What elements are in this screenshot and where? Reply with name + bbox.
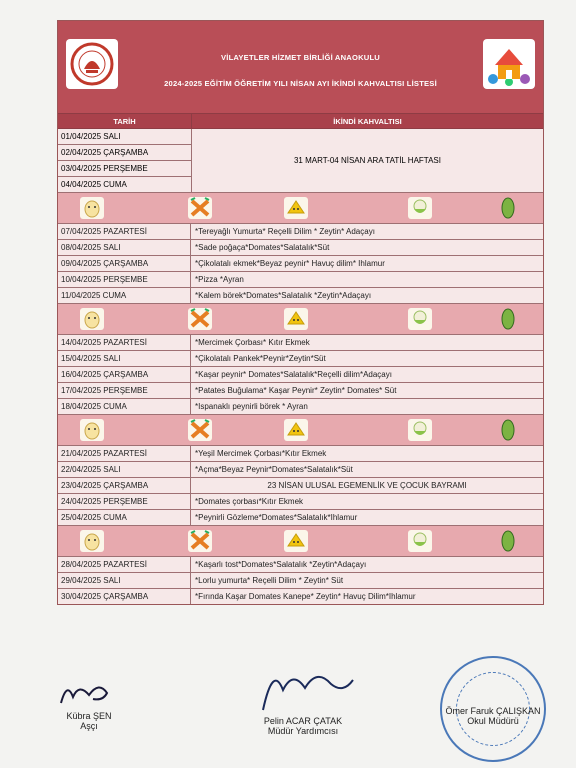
row-menu: *Ispanaklı peynirli börek * Ayran [195,402,308,411]
row-date: 14/04/2025 PAZARTESİ [58,335,191,350]
cheese-character-icon [284,530,308,552]
row-menu: *Kaşarlı tost*Domates*Salatalık *Zeytin*Adaçayı [195,560,367,569]
cucumber-icon [501,419,515,441]
table-row [58,589,543,604]
table-row [58,462,543,478]
row-menu: *Domates çorbası*Kıtır Ekmek [195,497,304,506]
table-row [58,335,543,351]
cheese-character-icon [284,308,308,330]
table-row [58,510,543,526]
table-row [58,573,543,589]
egg-character-icon [80,308,104,330]
signature-role: Müdür Yardımcısı [267,726,339,736]
food-icons-band [58,304,543,335]
table-row [58,557,543,573]
row-date: 29/04/2025 SALI [58,573,191,588]
cook-signature [44,675,134,731]
school-logo-icon [483,39,535,89]
table-row [58,351,543,367]
signature-role: Aşçı [80,721,98,731]
row-menu: *Yeşil Mercimek Çorbası*Kıtır Ekmek [195,449,327,458]
row-date: 07/04/2025 PAZARTESİ [58,224,191,239]
signature-name: Kübra ŞEN [66,711,112,721]
food-icons-band [58,526,543,557]
cheese-character-icon [284,419,308,441]
row-date: 23/04/2025 ÇARŞAMBA [58,478,191,493]
carrot-icon [188,530,212,552]
table-row [58,367,543,383]
cheese-character-icon [284,197,308,219]
table-row [58,446,543,462]
holiday-date: 02/04/2025 ÇARŞAMBA [58,145,191,161]
table-row [58,399,543,415]
row-menu: *Çikolatalı ekmek*Beyaz peynir* Havuç dilim* Ihlamur [195,259,385,268]
row-menu: *Pizza *Ayran [195,275,244,284]
signature-name: Ömer Faruk ÇALIŞKAN [445,706,541,716]
holiday-date: 03/04/2025 PERŞEMBE [58,161,191,177]
row-menu: *Patates Buğulama* Kaşar Peynir* Zeytin* Domates* Süt [195,386,397,395]
signature-scribble-icon [243,660,363,714]
egg-character-icon [80,197,104,219]
holiday-date: 04/04/2025 CUMA [61,180,127,189]
row-menu: *Sade poğaça*Domates*Salatalık*Süt [195,243,330,252]
cauliflower-icon [408,308,432,330]
row-menu: *Lorlu yumurta* Reçelli Dilim * Zeytin* Süt [195,576,344,585]
table-header [58,114,543,129]
table-row [58,288,543,304]
row-menu: *Kalem börek*Domates*Salatalık *Zeytin*Adaçayı [195,291,372,300]
egg-character-icon [80,419,104,441]
row-date: 11/04/2025 CUMA [58,288,191,303]
holiday-week [58,129,543,193]
table-row [58,478,543,494]
cauliflower-icon [408,419,432,441]
row-menu: *Açma*Beyaz Peynir*Domates*Salatalık*Süt [195,465,353,474]
row-menu: *Peynirli Gözleme*Domates*Salatalık*Ihlamur [195,513,358,522]
row-menu: *Tereyağlı Yumurta* Reçelli Dilim * Zeytin* Adaçayı [195,227,375,236]
row-menu: *Çikolatalı Pankek*Peynir*Zeytin*Süt [195,354,326,363]
row-date: 25/04/2025 CUMA [58,510,191,525]
cucumber-icon [501,308,515,330]
row-menu: *Fırında Kaşar Domates Kanepe* Zeytin* Havuç Dilim*Ihlamur [195,592,416,601]
table-row [58,383,543,399]
cucumber-icon [501,530,515,552]
vice-principal-signature [238,660,368,736]
holiday-date: 01/04/2025 SALI [58,129,191,145]
row-date: 09/04/2025 ÇARŞAMBA [58,256,191,271]
signature-role: Okul Müdürü [467,716,519,726]
holiday-message: 31 MART-04 NİSAN ARA TATİL HAFTASI [293,156,441,165]
holiday-message: 23 NİSAN ULUSAL EGEMENLİK VE ÇOCUK BAYRAMI [267,481,467,490]
menu-column-header: İKİNDİ KAHVALTISI [333,116,402,126]
row-date: 15/04/2025 SALI [58,351,191,366]
signature-scribble-icon [49,675,129,709]
food-icons-band [58,193,543,224]
carrot-icon [188,308,212,330]
list-title: 2024-2025 EĞİTİM ÖĞRETİM YILI NİSAN AYI İKİNDİ KAHVALTISI LİSTESİ [164,79,437,88]
row-date: 22/04/2025 SALI [58,462,191,477]
header-banner [58,21,543,114]
row-date: 21/04/2025 PAZARTESİ [58,446,191,461]
table-row [58,256,543,272]
carrot-icon [188,419,212,441]
table-row [58,272,543,288]
row-date: 17/04/2025 PERŞEMBE [58,383,191,398]
cauliflower-icon [408,197,432,219]
school-name: VİLAYETLER HİZMET BİRLİĞİ ANAOKULU [221,53,380,62]
row-date: 24/04/2025 PERŞEMBE [58,494,191,509]
signature-name: Pelin ACAR ÇATAK [263,716,343,726]
menu-sheet [57,20,544,605]
row-date: 10/04/2025 PERŞEMBE [58,272,191,287]
row-menu: *Mercimek Çorbası* Kıtır Ekmek [195,338,310,347]
table-row [58,224,543,240]
table-row [58,240,543,256]
egg-character-icon [80,530,104,552]
row-date: 18/04/2025 CUMA [58,399,191,414]
table-row [58,494,543,510]
carrot-icon [188,197,212,219]
cauliflower-icon [408,530,432,552]
row-date: 28/04/2025 PAZARTESİ [58,557,191,572]
row-date: 16/04/2025 ÇARŞAMBA [58,367,191,382]
row-date: 08/04/2025 SALI [58,240,191,255]
row-menu: *Kaşar peynir* Domates*Salatalık*Reçelli dilim*Adaçayı [195,370,392,379]
row-date: 30/04/2025 ÇARŞAMBA [58,589,191,604]
principal-signature [428,706,558,726]
ministry-logo-icon [66,39,118,89]
date-column-header: TARİH [58,114,192,128]
cucumber-icon [501,197,515,219]
food-icons-band [58,415,543,446]
